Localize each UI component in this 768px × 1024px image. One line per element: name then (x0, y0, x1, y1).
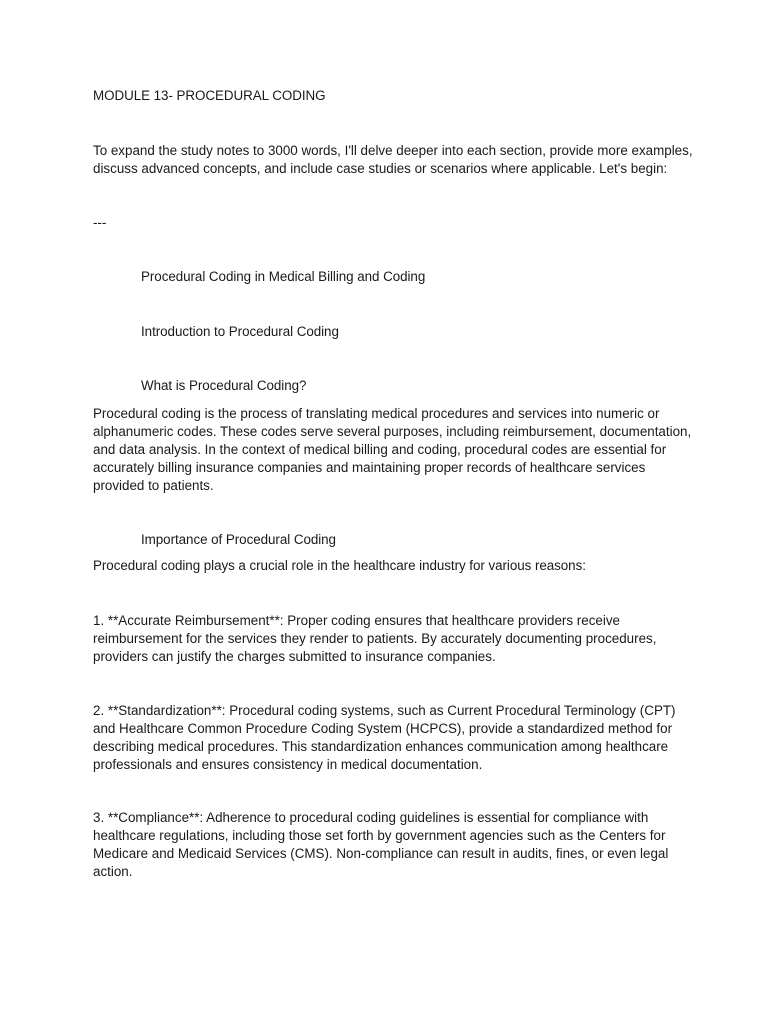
document-title: MODULE 13- PROCEDURAL CODING (93, 88, 326, 103)
text-line: 2. **Standardization**: Procedural coding systems, such as Current Procedural Terminology (CPT) (93, 703, 676, 718)
intro-paragraph (93, 142, 693, 178)
separator: --- (93, 215, 107, 230)
list-item-compliance (93, 809, 693, 881)
text-line: and data analysis. In the context of medical billing and coding, procedural codes are essential for (93, 441, 667, 457)
text-line: alphanumeric codes. These codes serve several purposes, including reimbursement, documentation, (93, 423, 692, 439)
importance-lead: Procedural coding plays a crucial role in the healthcare industry for various reasons: (93, 558, 586, 573)
importance-heading: Importance of Procedural Coding (141, 532, 336, 547)
main-heading: Procedural Coding in Medical Billing and Coding (141, 269, 426, 284)
text-line: and Healthcare Common Procedure Coding System (HCPCS), provide a standardized method for (93, 720, 673, 736)
text-line: discuss advanced concepts, and include case studies or scenarios where applicable. Let's begin: (93, 160, 668, 176)
text-line: Medicare and Medicaid Services (CMS). Non-compliance can result in audits, fines, or even legal (93, 845, 669, 861)
text-line: To expand the study notes to 3000 words, I'll delve deeper into each section, provide more examples, (93, 143, 693, 158)
text-line: describing medical procedures. This standardization enhances communication among healthcare (93, 738, 669, 754)
list-item-accurate-reimbursement (93, 612, 693, 666)
text-line: providers can justify the charges submitted to insurance companies. (93, 648, 496, 664)
text-line: provided to patients. (93, 477, 214, 493)
what-paragraph (93, 405, 693, 495)
text-line: action. (93, 863, 133, 879)
text-line: professionals and ensures consistency in medical documentation. (93, 756, 483, 772)
text-line: accurately billing insurance companies and maintaining proper records of healthcare services (93, 459, 646, 475)
text-line: 1. **Accurate Reimbursement**: Proper coding ensures that healthcare providers receive (93, 613, 620, 628)
text-line: healthcare regulations, including those set forth by government agencies such as the Centers for (93, 827, 666, 843)
intro-heading: Introduction to Procedural Coding (141, 324, 339, 339)
list-item-standardization (93, 702, 693, 774)
text-line: reimbursement for the services they render to patients. By accurately documenting procedures, (93, 630, 657, 646)
what-heading: What is Procedural Coding? (141, 378, 307, 393)
text-line: Procedural coding is the process of translating medical procedures and services into numeric or (93, 406, 660, 421)
text-line: 3. **Compliance**: Adherence to procedural coding guidelines is essential for compliance with (93, 810, 649, 825)
